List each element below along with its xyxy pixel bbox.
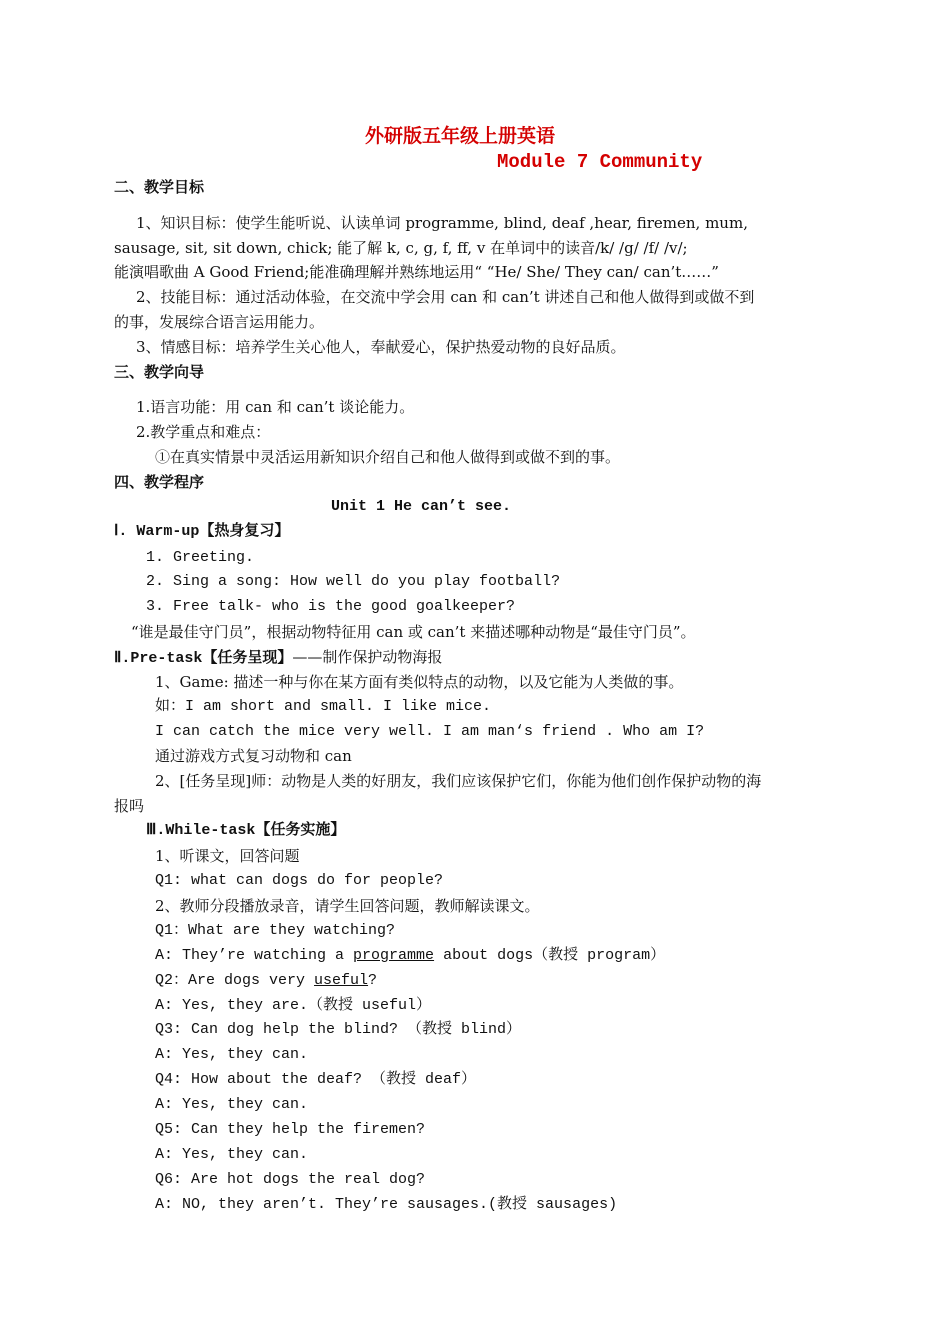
objective-skill-line1: 2、技能目标：通过活动体验，在交流中学会用 can 和 can’t 讲述自己和他人做得到或做不到 <box>136 288 755 306</box>
section-heading-objectives: 二、教学目标 <box>114 178 205 196</box>
whiletask-q2-pre: Q2：Are dogs very <box>155 972 315 989</box>
warmup-step-1: 1. Greeting. <box>146 549 255 566</box>
whiletask-q1-overview: Q1: what can dogs do for people? <box>155 872 444 889</box>
whiletask-q4: Q4: How about the deaf? （教授 deaf） <box>155 1071 477 1088</box>
whiletask-a4: A: Yes, they can. <box>155 1096 309 1113</box>
pretask-task-line1: 2、[任务呈现]师：动物是人类的好朋友，我们应该保护它们，你能为他们创作保护动物的海 <box>155 772 762 790</box>
warmup-step-3: 3. Free talk- who is the good goalkeeper? <box>146 598 516 615</box>
whiletask-q3: Q3: Can dog help the blind? （教授 blind） <box>155 1021 522 1038</box>
whiletask-q1: Q1：What are they watching? <box>155 922 396 939</box>
whiletask-a6: A: NO, they aren’t. They’re sausages.(教授 sausages) <box>155 1196 618 1213</box>
whiletask-a3: A: Yes, they can. <box>155 1046 309 1063</box>
section-heading-guide: 三、教学向导 <box>114 363 205 381</box>
objective-skill-line2: 的事，发展综合语言运用能力。 <box>114 313 325 331</box>
whiletask-a1-pre: A: They’re watching a <box>155 947 354 964</box>
pretask-heading-rest: ——制作保护动物海报 <box>292 648 443 666</box>
whiletask-step-2: 2、教师分段播放录音，请学生回答问题，教师解读课文。 <box>155 897 540 915</box>
whiletask-a2: A: Yes, they are.（教授 useful） <box>155 997 432 1014</box>
pretask-example-1: 如：I am short and small. I like mice. <box>155 698 492 715</box>
whiletask-step-1: 1、听课文，回答问题 <box>155 847 300 865</box>
objective-knowledge-line2: sausage, sit, sit down, chick; 能了解 k, c, g, f, ff, v 在单词中的读音/k/ /g/ /f/ /v/; <box>114 239 688 257</box>
warmup-step-2: 2. Sing a song: How well do you play football? <box>146 573 561 590</box>
whiletask-q2-post: ? <box>368 972 378 989</box>
whiletask-heading: Ⅲ.While-task【任务实施】 <box>146 822 346 839</box>
unit-heading: Unit 1 He can’t see. <box>331 498 512 515</box>
whiletask-q5: Q5: Can they help the firemen? <box>155 1121 426 1138</box>
section-heading-procedure: 四、教学程序 <box>114 473 205 491</box>
whiletask-a5: A: Yes, they can. <box>155 1146 309 1163</box>
guide-language-function: 1.语言功能：用 can 和 can’t 谈论能力。 <box>136 398 415 416</box>
whiletask-a1 <box>155 946 665 966</box>
objective-emotion: 3、情感目标：培养学生关心他人，奉献爱心，保护热爱动物的良好品质。 <box>136 338 626 356</box>
warmup-heading: Ⅰ. Warm-up【热身复习】 <box>114 523 290 540</box>
whiletask-a1-post: about dogs（教授 program） <box>434 947 666 964</box>
objective-knowledge-line3: 能演唱歌曲 A Good Friend;能准确理解并熟练地运用“ “He/ She/ They can/ can’t……” <box>114 263 719 281</box>
guide-key-point-1: ①在真实情景中灵活运用新知识介绍自己和他人做得到或做不到的事。 <box>155 448 621 466</box>
whiletask-q2 <box>155 971 377 991</box>
whiletask-q2-underlined: useful <box>314 972 369 989</box>
pretask-review-note: 通过游戏方式复习动物和 can <box>155 747 352 765</box>
pretask-task-line2: 报吗 <box>114 797 145 815</box>
pretask-heading-row <box>114 647 442 669</box>
document-title-cn: 外研版五年级上册英语 <box>365 125 556 147</box>
whiletask-q6: Q6: Are hot dogs the real dog? <box>155 1171 426 1188</box>
whiletask-a1-underlined: programme <box>353 947 435 964</box>
guide-key-points: 2.教学重点和难点： <box>136 423 271 441</box>
objective-knowledge-line1: 1、知识目标：使学生能听说、认读单词 programme, blind, deaf ,hear, firemen, mum, <box>136 214 748 232</box>
pretask-heading: Ⅱ.Pre-task【任务呈现】 <box>114 650 293 667</box>
pretask-example-2: I can catch the mice very well. I am man‘s friend . Who am I? <box>155 723 705 740</box>
document-title-en: Module 7 Community <box>497 151 703 173</box>
warmup-note: “谁是最佳守门员”，根据动物特征用 can 或 can’t 来描述哪种动物是“最佳守门员”。 <box>131 623 696 641</box>
pretask-game: 1、Game: 描述一种与你在某方面有类似特点的动物，以及它能为人类做的事。 <box>155 673 684 691</box>
